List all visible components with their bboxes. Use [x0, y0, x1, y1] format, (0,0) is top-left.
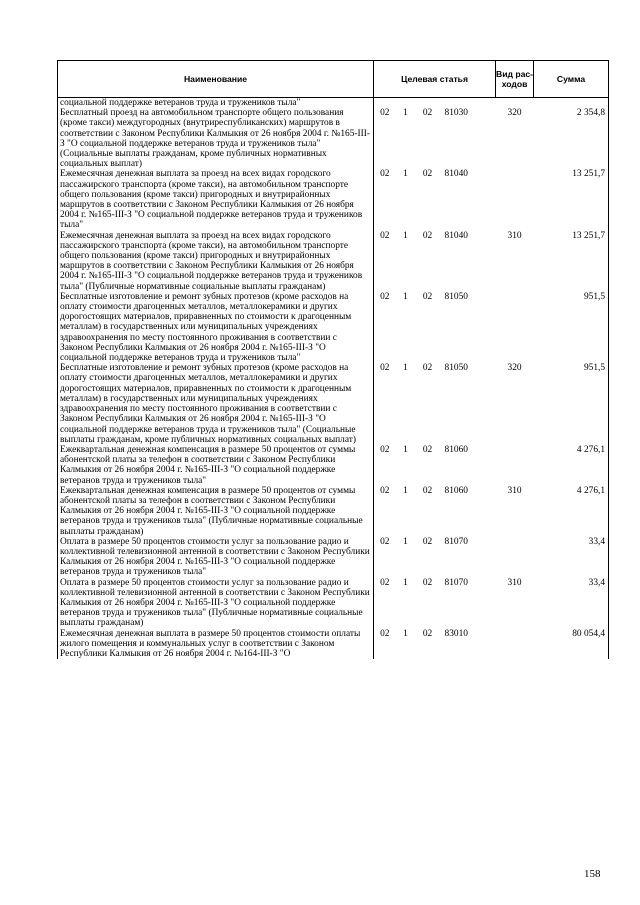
- row-target-part3-cell: 02: [422, 628, 433, 639]
- row-type-cell: [496, 445, 534, 486]
- row-target-code-cell: 81060: [444, 444, 468, 455]
- row-type-cell: [496, 98, 534, 109]
- row-sum-cell: 13 251,7: [534, 231, 609, 292]
- table-row: [58, 537, 609, 578]
- header-sum: Сумма: [534, 61, 609, 98]
- row-type-cell: [496, 629, 534, 660]
- table-row: [58, 363, 609, 445]
- row-target-part3-cell: 02: [422, 291, 433, 302]
- table-row: [58, 169, 609, 230]
- row-target-part1-cell: 02: [380, 291, 390, 302]
- row-target-part3-cell: 02: [422, 108, 433, 119]
- row-name-cell: Ежемесячная денежная выплата за проезд на всех видах городского пассажирского транспорта (кроме такси), на автомобильном транспорте общего пользования (кроме такси) пригородных и внутрирайонных маршрутов в соответствии с Законом Республики Калмыкия от 26 ноября 2004 г. №165-III-З "О социальной поддержке ветеранов труда и тружеников тыла": [58, 169, 374, 230]
- row-sum-cell: 4 276,1: [534, 486, 609, 537]
- header-target: Целевая статья: [374, 61, 496, 98]
- table-row: [58, 445, 609, 486]
- row-sum-cell: 951,5: [534, 292, 609, 363]
- row-type-cell: 310: [507, 485, 522, 496]
- row-name-cell: Ежеквартальная денежная компенсация в размере 50 процентов от суммы абонентской платы за телефон в соответствии с Законом Республики Калмыкия от 26 ноября 2004 г. №165-III-З "О социальной поддержке ветеранов труда и тружеников тыла" (Публичные нормативные социальные выплаты гражданам): [58, 486, 374, 537]
- row-target-part3-cell: 02: [422, 230, 433, 241]
- row-name-cell: Бесплатные изготовление и ремонт зубных протезов (кроме расходов на оплату стоимости драгоценных металлов, металлокерамики и других дорогостоящих материалов, приравненных по стоимости к драгоценным металлам) в государственных или муниципальных учреждениях здравоохранения по месту постоянного проживания в соответствии с Законом Республики Калмыкия от 26 ноября 2004 г. №165-III-З "О социальной поддержке ветеранов труда и тружеников тыла" (Социальные выплаты гражданам, кроме публичных нормативных социальных выплат): [58, 363, 374, 445]
- row-target-part1-cell: 02: [380, 485, 390, 496]
- row-target-part2-cell: 1: [403, 230, 408, 241]
- row-target-part1-cell: 02: [380, 169, 390, 180]
- row-target-code-cell: [440, 98, 496, 109]
- row-type-cell: [496, 169, 534, 230]
- row-target-part1-cell: 02: [380, 444, 390, 455]
- row-target-code-cell: 81050: [444, 291, 468, 302]
- table-body: [58, 98, 609, 660]
- row-target-code-cell: 81050: [444, 363, 468, 374]
- row-name-cell: Ежемесячная денежная выплата в размере 50 процентов стоимости оплаты жилого помещения и коммунальных услуг в соответствии с Законом Республики Калмыкия от 26 ноября 2004 г. №164-III-З "О: [58, 629, 374, 660]
- row-name-cell: Оплата в размере 50 процентов стоимости услуг за пользование радио и коллективной телевизионной антенной в соответствии с Законом Республики Калмыкия от 26 ноября 2004 г. №165-III-З "О социальной поддержке ветеранов труда и тружеников тыла" (Публичные нормативные социальные выплаты гражданам): [58, 578, 374, 629]
- row-target-part3-cell: 02: [422, 536, 433, 547]
- row-target-part3-cell: 02: [422, 577, 433, 588]
- row-target-part2-cell: 1: [403, 291, 408, 302]
- row-target-part2-cell: 1: [403, 577, 408, 588]
- row-name-cell: Бесплатный проезд на автомобильном транспорте общего пользования (кроме такси) междугородных (внутриреспубликанских) маршрутов в соответствии с Законом Республики Калмыкия от 26 ноября 2004 г. №165-III-З "О социальной поддержке ветеранов труда и тружеников тыла" (Социальные выплаты гражданам, кроме публичных нормативных социальных выплат): [58, 108, 374, 169]
- row-target-part2-cell: 1: [403, 536, 408, 547]
- row-name-cell: Ежемесячная денежная выплата за проезд на всех видах городского пассажирского транспорта (кроме такси), на автомобильном транспорте общего пользования (кроме такси) пригородных и внутрирайонных маршрутов в соответствии с Законом Республики Калмыкия от 26 ноября 2004 г. №165-III-З "О социальной поддержке ветеранов труда и тружеников тыла" (Публичные нормативные социальные выплаты гражданам): [58, 231, 374, 292]
- row-sum-cell: 2 354,8: [534, 108, 609, 169]
- row-target-part1-cell: 02: [380, 577, 390, 588]
- row-target-part1-cell: 02: [380, 536, 390, 547]
- page-number: 158: [584, 868, 601, 880]
- row-target-part2-cell: 1: [403, 444, 408, 455]
- row-target-part3-cell: 02: [422, 444, 433, 455]
- row-target-part3-cell: 02: [422, 485, 433, 496]
- row-name-cell: Оплата в размере 50 процентов стоимости услуг за пользование радио и коллективной телевизионной антенной в соответствии с Законом Республики Калмыкия от 26 ноября 2004 г. №165-III-З "О социальной поддержке ветеранов труда и тружеников тыла": [58, 537, 374, 578]
- row-target-part2-cell: 1: [403, 169, 408, 180]
- row-target-code-cell: 81060: [444, 485, 468, 496]
- row-sum-cell: 80 054,4: [534, 629, 609, 660]
- row-target-code-cell: 81070: [444, 536, 468, 547]
- row-name-cell: социальной поддержке ветеранов труда и тружеников тыла": [58, 98, 374, 109]
- row-type-cell: 310: [507, 577, 522, 588]
- row-target-part2-cell: 1: [403, 363, 408, 374]
- row-target-part1-cell: [374, 98, 396, 109]
- row-target-code-cell: 81070: [444, 577, 468, 588]
- table-row: [58, 98, 609, 109]
- row-target-part1-cell: 02: [380, 108, 390, 119]
- row-type-cell: [496, 292, 534, 363]
- row-type-cell: 310: [507, 230, 522, 241]
- row-target-code-cell: 81040: [444, 169, 468, 180]
- row-type-cell: 320: [507, 363, 522, 374]
- table-header-row: [58, 61, 609, 98]
- row-sum-cell: 33,4: [534, 537, 609, 578]
- row-target-part2-cell: 1: [403, 108, 408, 119]
- row-target-code-cell: 81040: [444, 230, 468, 241]
- row-name-cell: Ежеквартальная денежная компенсация в размере 50 процентов от суммы абонентской платы за телефон в соответствии с Законом Республики Калмыкия от 26 ноября 2004 г. №165-III-З "О социальной поддержке ветеранов труда и тружеников тыла": [58, 445, 374, 486]
- row-target-part2-cell: [396, 98, 416, 109]
- row-sum-cell: 4 276,1: [534, 445, 609, 486]
- table-row: [58, 578, 609, 629]
- row-target-code-cell: 81030: [444, 108, 468, 119]
- table-row: [58, 108, 609, 169]
- row-name-cell: Бесплатные изготовление и ремонт зубных протезов (кроме расходов на оплату стоимости драгоценных металлов, металлокерамики и других дорогостоящих материалов, приравненных по стоимости к драгоценным металлам) в государственных или муниципальных учреждениях здравоохранения по месту постоянного проживания в соответствии с Законом Республики Калмыкия от 26 ноября 2004 г. №165-III-З "О социальной поддержке ветеранов труда и тружеников тыла": [58, 292, 374, 363]
- row-target-part1-cell: 02: [380, 363, 390, 374]
- row-target-part2-cell: 1: [403, 485, 408, 496]
- header-type: Вид рас-ходов: [496, 61, 534, 98]
- row-type-cell: [496, 537, 534, 578]
- header-name: Наименование: [58, 61, 374, 98]
- table-row: [58, 292, 609, 363]
- row-target-part3-cell: 02: [422, 169, 433, 180]
- row-target-part1-cell: 02: [380, 628, 390, 639]
- row-type-cell: 320: [507, 108, 522, 119]
- row-sum-cell: 13 251,7: [534, 169, 609, 230]
- row-target-part3-cell: 02: [422, 363, 433, 374]
- row-target-part1-cell: 02: [380, 230, 390, 241]
- row-target-part3-cell: [416, 98, 440, 109]
- row-target-code-cell: 83010: [444, 628, 468, 639]
- row-sum-cell: [534, 98, 609, 109]
- table-row: [58, 629, 609, 660]
- row-sum-cell: 33,4: [534, 578, 609, 629]
- row-target-part2-cell: 1: [403, 628, 408, 639]
- table-row: [58, 231, 609, 292]
- row-sum-cell: 951,5: [534, 363, 609, 445]
- budget-table: [57, 60, 609, 659]
- table-row: [58, 486, 609, 537]
